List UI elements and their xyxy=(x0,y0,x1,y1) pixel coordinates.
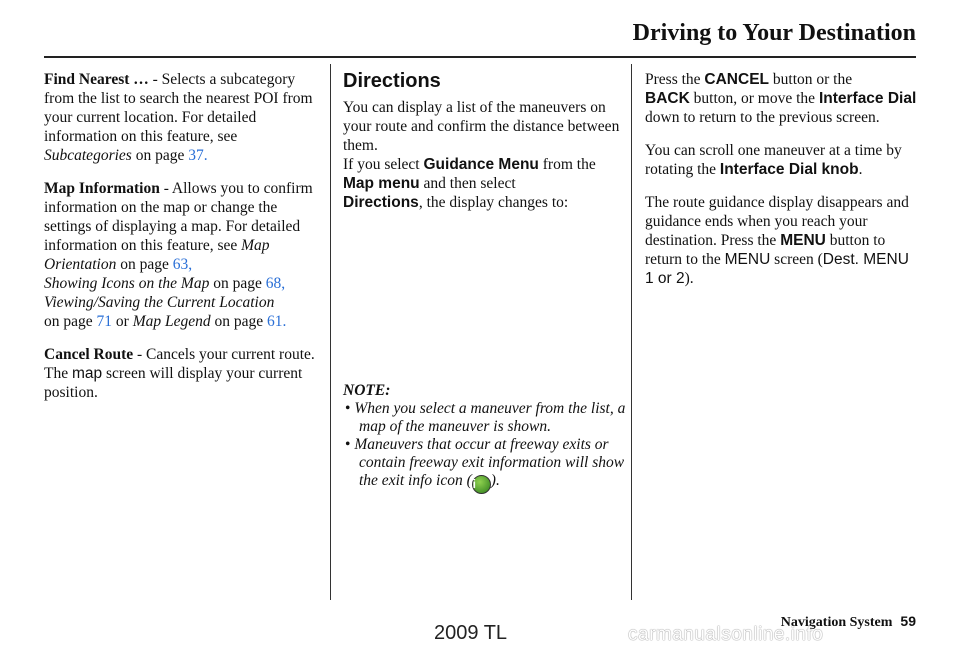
left-column xyxy=(44,70,322,416)
watermark xyxy=(0,622,960,654)
viewing-saving-ref: Viewing/Saving the Current Location xyxy=(44,294,275,311)
cancel-route-term: Cancel Route xyxy=(44,346,134,363)
middle-column xyxy=(343,70,623,212)
return-paragraph xyxy=(645,70,920,127)
guidance-end-paragraph xyxy=(645,193,920,288)
cancel-button-label: CANCEL xyxy=(704,71,770,88)
page-link-63[interactable]: 63, xyxy=(172,256,193,273)
map-orientation-ref: Map Orientation xyxy=(44,237,270,273)
text: Maneuvers that occur at freeway exits or contain freeway exit information will show the exit info icon ( xyxy=(354,436,625,489)
note-label: NOTE: xyxy=(343,382,391,399)
watermark-site: carmanualsonline.info xyxy=(628,624,824,645)
page-link-71[interactable]: 71 xyxy=(96,313,113,330)
text: on page xyxy=(116,256,173,273)
header-divider xyxy=(44,56,916,58)
map-information-paragraph xyxy=(44,179,322,331)
map-information-term: Map Information xyxy=(44,180,160,197)
column-divider xyxy=(330,64,331,600)
text: - Selects a subcategory from the list to search the nearest POI from your current location. For detailed information on this feature, see xyxy=(44,71,313,145)
text: The route guidance display disappears and guidance ends when you reach your destination. Press the xyxy=(645,194,909,249)
scroll-paragraph xyxy=(645,141,920,179)
interface-dial-knob-label: Interface Dial knob xyxy=(719,161,859,178)
menu-button-label: MENU xyxy=(780,232,826,249)
note-item: • When you select a maneuver from the list, a map of the maneuver is shown. xyxy=(343,400,628,436)
text: or xyxy=(112,313,133,330)
subcategories-ref: Subcategories xyxy=(44,147,132,164)
showing-icons-ref: Showing Icons on the Map xyxy=(44,275,210,292)
find-nearest-term: Find Nearest … xyxy=(44,71,149,88)
text: ). xyxy=(490,472,500,489)
page-link-61[interactable]: 61. xyxy=(267,313,287,330)
text: and then select xyxy=(419,175,516,192)
page-link-68[interactable]: 68, xyxy=(265,275,286,292)
text: down to return to the previous screen. xyxy=(645,109,880,126)
watermark-model: 2009 TL xyxy=(434,622,508,644)
directions-label: Directions xyxy=(343,194,419,211)
find-nearest-paragraph xyxy=(44,70,322,165)
text: on page xyxy=(209,275,266,292)
interface-dial-label: Interface Dial xyxy=(818,90,917,107)
page-title: Driving to Your Destination xyxy=(632,20,916,46)
menu-screen-label: MENU xyxy=(724,251,771,268)
map-legend-ref: Map Legend xyxy=(132,313,211,330)
right-column xyxy=(645,70,920,302)
text: from the xyxy=(538,156,596,173)
back-button-label: BACK xyxy=(645,90,690,107)
text: If you select xyxy=(343,156,424,173)
text: on page xyxy=(210,313,267,330)
cancel-route-paragraph xyxy=(44,345,322,402)
info-icon: i xyxy=(472,475,491,494)
footer-label: Navigation System xyxy=(780,615,893,630)
section-heading: Directions xyxy=(343,70,441,92)
text: screen will display your current position. xyxy=(44,365,303,401)
text: on page xyxy=(131,147,189,164)
map-screen-label: map xyxy=(71,365,103,382)
page-link-37[interactable]: 37. xyxy=(188,147,208,164)
note-item xyxy=(343,436,628,494)
text: screen ( xyxy=(770,251,823,268)
text: ). xyxy=(684,270,694,287)
dest-menu-label: Dest. MENU 1 or 2 xyxy=(645,251,909,287)
map-menu-label: Map menu xyxy=(343,175,420,192)
text: You can scroll one maneuver at a time by rotating the xyxy=(645,142,902,178)
text: button or the xyxy=(769,71,853,88)
note-block xyxy=(343,382,628,494)
text: Press the xyxy=(645,71,705,88)
text: You can display a list of the maneuvers on your route and confirm the distance between them. xyxy=(343,99,620,154)
text: - Allows you to confirm information on the map or change the settings of displaying a map. For detailed information on this feature, see xyxy=(44,180,313,254)
guidance-menu-label: Guidance Menu xyxy=(423,156,539,173)
text: . xyxy=(858,161,863,178)
text: on page xyxy=(44,313,97,330)
text: button to return to the xyxy=(645,232,886,268)
page-number: 59 xyxy=(900,613,916,629)
text: , the display changes to: xyxy=(418,194,569,211)
text: button, or move the xyxy=(689,90,819,107)
column-divider xyxy=(631,64,632,600)
directions-intro xyxy=(343,98,623,212)
text: - Cancels your current route. The xyxy=(44,346,315,382)
